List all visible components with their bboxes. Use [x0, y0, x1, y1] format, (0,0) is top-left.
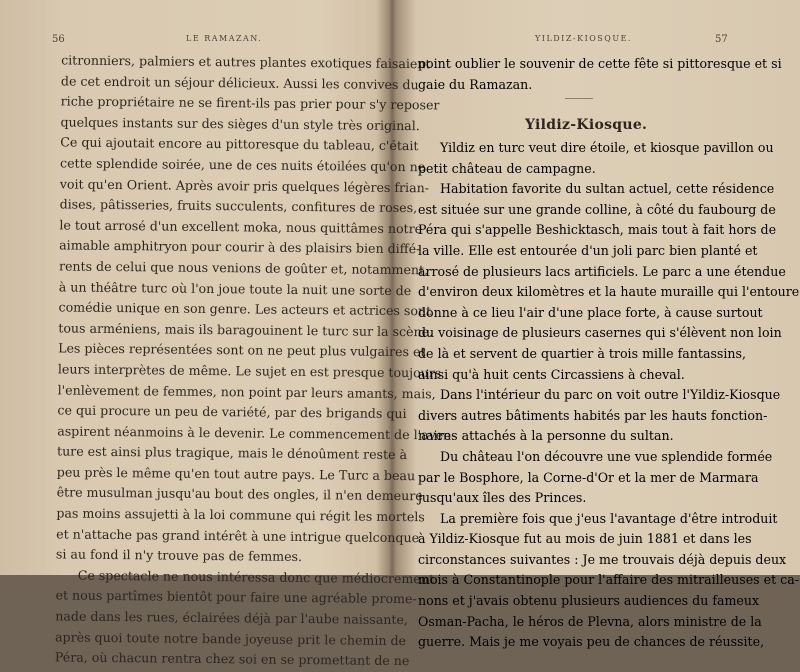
text-line: pas moins assujetti à la loi commune qui régit les mortels: [56, 505, 425, 525]
text-line: nade dans les rues, éclairées déjà par l'aube naissante,: [55, 608, 408, 628]
text-line: point oublier le souvenir de cette fête si pittoresque et si: [418, 56, 782, 71]
text-line: citronniers, palmiers et autres plantes exotiques faisaient: [61, 52, 431, 72]
text-line: Yildiz en turc veut dire étoile, et kiosque pavillon ou: [440, 140, 774, 155]
text-line: par le Bosphore, la Corne-d'Or et la mer de Marmara: [418, 469, 759, 485]
left-page-body: [54, 50, 456, 671]
text-line: arrosé de plusieurs lacs artificiels. Le parc a une étendue: [418, 263, 786, 279]
right-page-opening: [418, 54, 782, 95]
text-line: cette splendide soirée, une de ces nuits étoilées qu'on ne: [59, 155, 426, 175]
text-line: et nous partîmes bientôt pour faire une agréable prome-: [55, 587, 417, 607]
text-line: est située sur une grande colline, à côté du faubourg de: [418, 201, 776, 217]
text-line: La première fois que j'eus l'avantage d'être introduit: [440, 510, 778, 526]
text-line: la ville. Elle est entourée d'un joli parc bien planté et: [418, 242, 758, 258]
text-line: nons et j'avais obtenu plusieurs audiences du fameux: [418, 593, 760, 609]
text-line: tous arméniens, mais ils baragouinent le turc sur la scène.: [58, 320, 434, 340]
text-line: rents de celui que nous venions de goûter et, notamment,: [58, 258, 429, 278]
text-line: Osman-Pacha, le héros de Plevna, alors ministre de la: [418, 613, 762, 629]
text-line: gaie du Ramazan.: [418, 76, 533, 92]
running-head-right: YILDIZ-KIOSQUE.: [535, 34, 632, 43]
text-line: comédie unique en son genre. Les acteurs et actrices sont: [58, 299, 432, 319]
text-line: divers autres bâtiments habités par les hauts fonction-: [418, 407, 768, 423]
text-line: à un théâtre turc où l'on joue toute la nuit une sorte de: [58, 278, 412, 298]
text-line: Dans l'intérieur du parc on voit outre l'Yildiz-Kiosque: [440, 387, 781, 403]
text-line: leurs interprètes de même. Le sujet en est presque toujours: [57, 361, 442, 381]
text-line: Péra, où chacun rentra chez soi en se promettant de ne: [54, 649, 410, 669]
text-line: de cet endroit un séjour délicieux. Aussi les convives du: [60, 73, 419, 92]
page-number-right: 57: [715, 34, 728, 45]
text-line: aspirent néanmoins à le devenir. Le commencement de l'aven-: [57, 423, 456, 443]
text-line: riche propriétaire ne se firent-ils pas prier pour s'y reposer: [60, 93, 440, 113]
text-line: aimable amphitryon pour courir à des plaisirs bien diffé-: [59, 237, 421, 257]
text-line: Les pièces représentées sont on ne peut plus vulgaires et: [58, 340, 426, 360]
text-line: guerre. Mais je me voyais peu de chances de réussite,: [418, 634, 765, 650]
text-line: du voisinage de plusieurs casernes qui s'élèvent non loin: [418, 325, 782, 341]
text-line: de là et servent de quartier à trois mille fantassins,: [418, 345, 746, 361]
text-line: après quoi toute notre bande joyeuse prit le chemin de: [55, 629, 407, 648]
text-line: ce qui procure un peu de variété, par des brigands qui: [57, 402, 407, 422]
text-line: peu près le même qu'en tout autre pays. Le Turc a beau: [56, 464, 416, 484]
text-line: petit château de campagne.: [418, 160, 596, 176]
text-line: ainsi qu'à huit cents Circassiens à cheval.: [418, 366, 685, 382]
text-line: mois à Constantinople pour l'affaire des mitrailleuses et ca-: [418, 572, 799, 588]
text-line: Du château l'on découvre une vue splendide formée: [440, 448, 773, 464]
text-line: donne à ce lieu l'air d'une place forte, à cause surtout: [418, 304, 763, 320]
text-line: voit qu'en Orient. Après avoir pris quelques légères frian-: [59, 175, 430, 195]
section-heading: Yildiz-Kiosque.: [525, 117, 648, 133]
section-divider: [565, 98, 593, 99]
text-line: dises, pâtisseries, fruits succulents, confitures de roses,: [59, 196, 418, 216]
page-number-left: 56: [52, 34, 65, 45]
text-line: à Yildiz-Kiosque fut au mois de juin 1881 et dans les: [418, 531, 752, 547]
text-line: naires attachés à la personne du sultan.: [418, 428, 674, 444]
right-page-body: [418, 138, 800, 653]
text-line: Péra qui s'appelle Beshicktasch, mais tout à fait hors de: [418, 222, 777, 238]
text-line: le tout arrosé d'un excellent moka, nous quittâmes notre: [59, 217, 423, 236]
text-line: Habitation favorite du sultan actuel, cette résidence: [440, 181, 775, 197]
text-line: circonstances suivantes : Je me trouvais déjà depuis deux: [418, 551, 787, 567]
text-line: quelques instants sur des sièges d'un style très original.: [60, 114, 420, 133]
text-line: être musulman jusqu'au bout des ongles, il n'en demeure: [56, 484, 423, 504]
text-line: Ce qui ajoutait encore au pittoresque du tableau, c'était: [60, 134, 419, 154]
text-line: si au fond il n'y trouve pas de femmes.: [55, 546, 303, 565]
text-line: Ce spectacle ne nous intéressa donc que médiocrement: [77, 567, 435, 587]
text-line: d'environ deux kilomètres et la haute muraille qui l'entoure: [418, 284, 800, 300]
text-line: ture est ainsi plus tragique, mais le dénoûment reste à: [56, 443, 408, 463]
text-line: l'enlèvement de femmes, non point par leurs amants, mais,: [57, 381, 436, 401]
text-line: jusqu'aux îles des Princes.: [418, 490, 587, 506]
running-head-left: LE RAMAZAN.: [186, 34, 263, 43]
text-line: et n'attache pas grand intérêt à une intrigue quelconque: [56, 526, 420, 545]
